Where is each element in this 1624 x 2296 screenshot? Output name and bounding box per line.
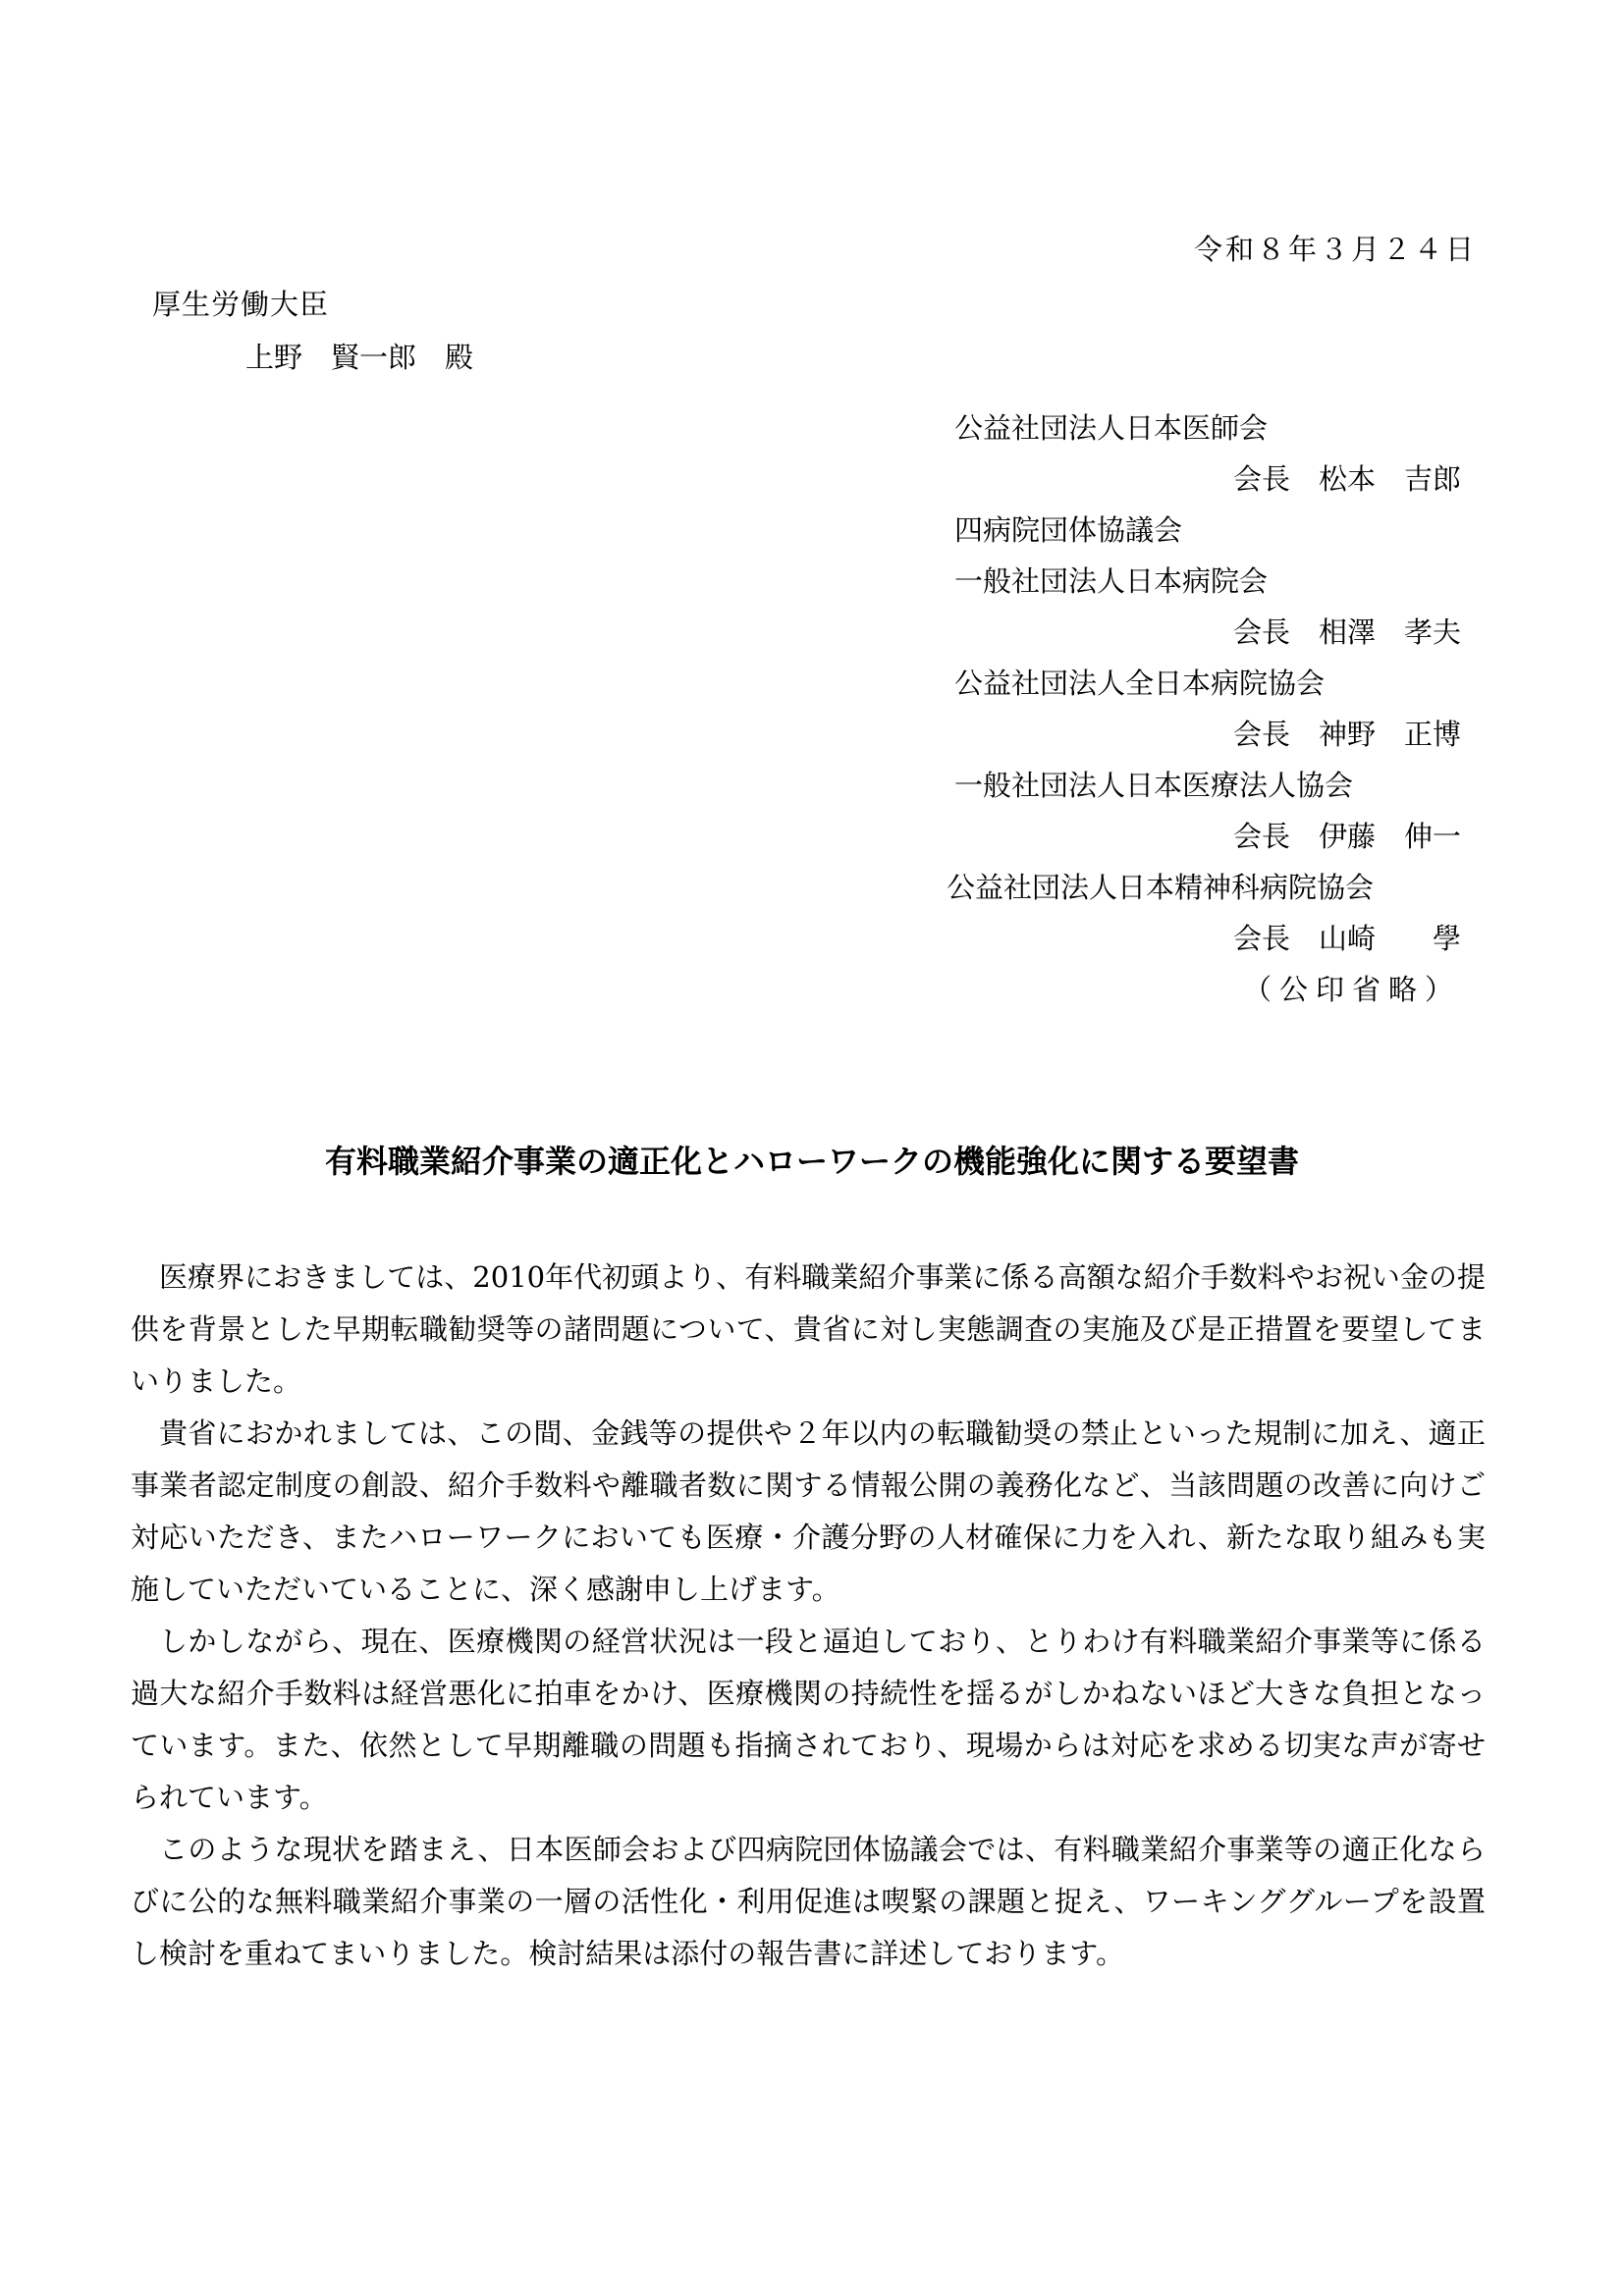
recipient-name: 上野 賢一郎 殿 xyxy=(245,341,474,374)
signer-representative: 会長 神野 正博 xyxy=(1232,718,1461,751)
signer-representative: 会長 相澤 孝夫 xyxy=(1232,615,1461,649)
body-paragraph: このような現状を踏まえ、日本医師会および四病院団体協議会では、有料職業紹介事業等の適正化ならびに公的な無料職業紹介事業の一層の活性化・利用促進は喫緊の課題と捉え、ワーキンググループを設置し検討を重ねてまいりました。検討結果は添付の報告書に詳述しております。 xyxy=(131,1833,1486,1970)
signer-representative: 会長 松本 吉郎 xyxy=(1232,462,1461,496)
document-title: 有料職業紹介事業の適正化とハローワークの機能強化に関する要望書 xyxy=(324,1143,1299,1180)
body-paragraph: 貴省におかれましては、この間、金銭等の提供や２年以内の転職勧奨の禁止といった規制に加え、適正事業者認定制度の創設、紹介手数料や離職者数に関する情報公開の義務化など、当該問題の改善に向けご対応いただき、またハローワークにおいても医療・介護分野の人材確保に力を入れ、新たな取り組みも実施していただいていることに、深く感謝申し上げます。 xyxy=(131,1416,1486,1606)
signer-org: 一般社団法人日本病院会 xyxy=(954,564,1269,598)
signer-org: 四病院団体協議会 xyxy=(954,513,1183,547)
signer-org: 公益社団法人全日本病院協会 xyxy=(954,667,1326,700)
body-paragraph: しかしながら、現在、医療機関の経営状況は一段と逼迫しており、とりわけ有料職業紹介事業等に係る過大な紹介手数料は経営悪化に拍車をかけ、医療機関の持続性を揺るがしかねないほど大きな負担となっています。また、依然として早期離職の問題も指摘されており、現場からは対応を求める切実な声が寄せられています。 xyxy=(131,1625,1486,1814)
document-body xyxy=(131,1252,1486,1980)
document-date: 令和８年３月２４日 xyxy=(1193,233,1477,266)
signers-block xyxy=(947,402,1475,1015)
signer-org: 公益社団法人日本精神科病院協会 xyxy=(947,871,1375,904)
signer-org: 一般社団法人日本医療法人協会 xyxy=(954,769,1354,802)
seal-omitted-note: （公印省略） xyxy=(1242,973,1461,1006)
recipient-title: 厚生労働大臣 xyxy=(152,288,330,321)
signer-org: 公益社団法人日本医師会 xyxy=(954,411,1269,445)
body-paragraph: 医療界におきましては、2010年代初頭より、有料職業紹介事業に係る高額な紹介手数料やお祝い金の提供を背景とした早期転職勧奨等の諸問題について、貴省に対し実態調査の実施及び是正措置を要望してまいりました。 xyxy=(131,1260,1486,1398)
signer-representative: 会長 山崎 學 xyxy=(1232,922,1461,955)
signer-representative: 会長 伊藤 伸一 xyxy=(1232,820,1461,853)
